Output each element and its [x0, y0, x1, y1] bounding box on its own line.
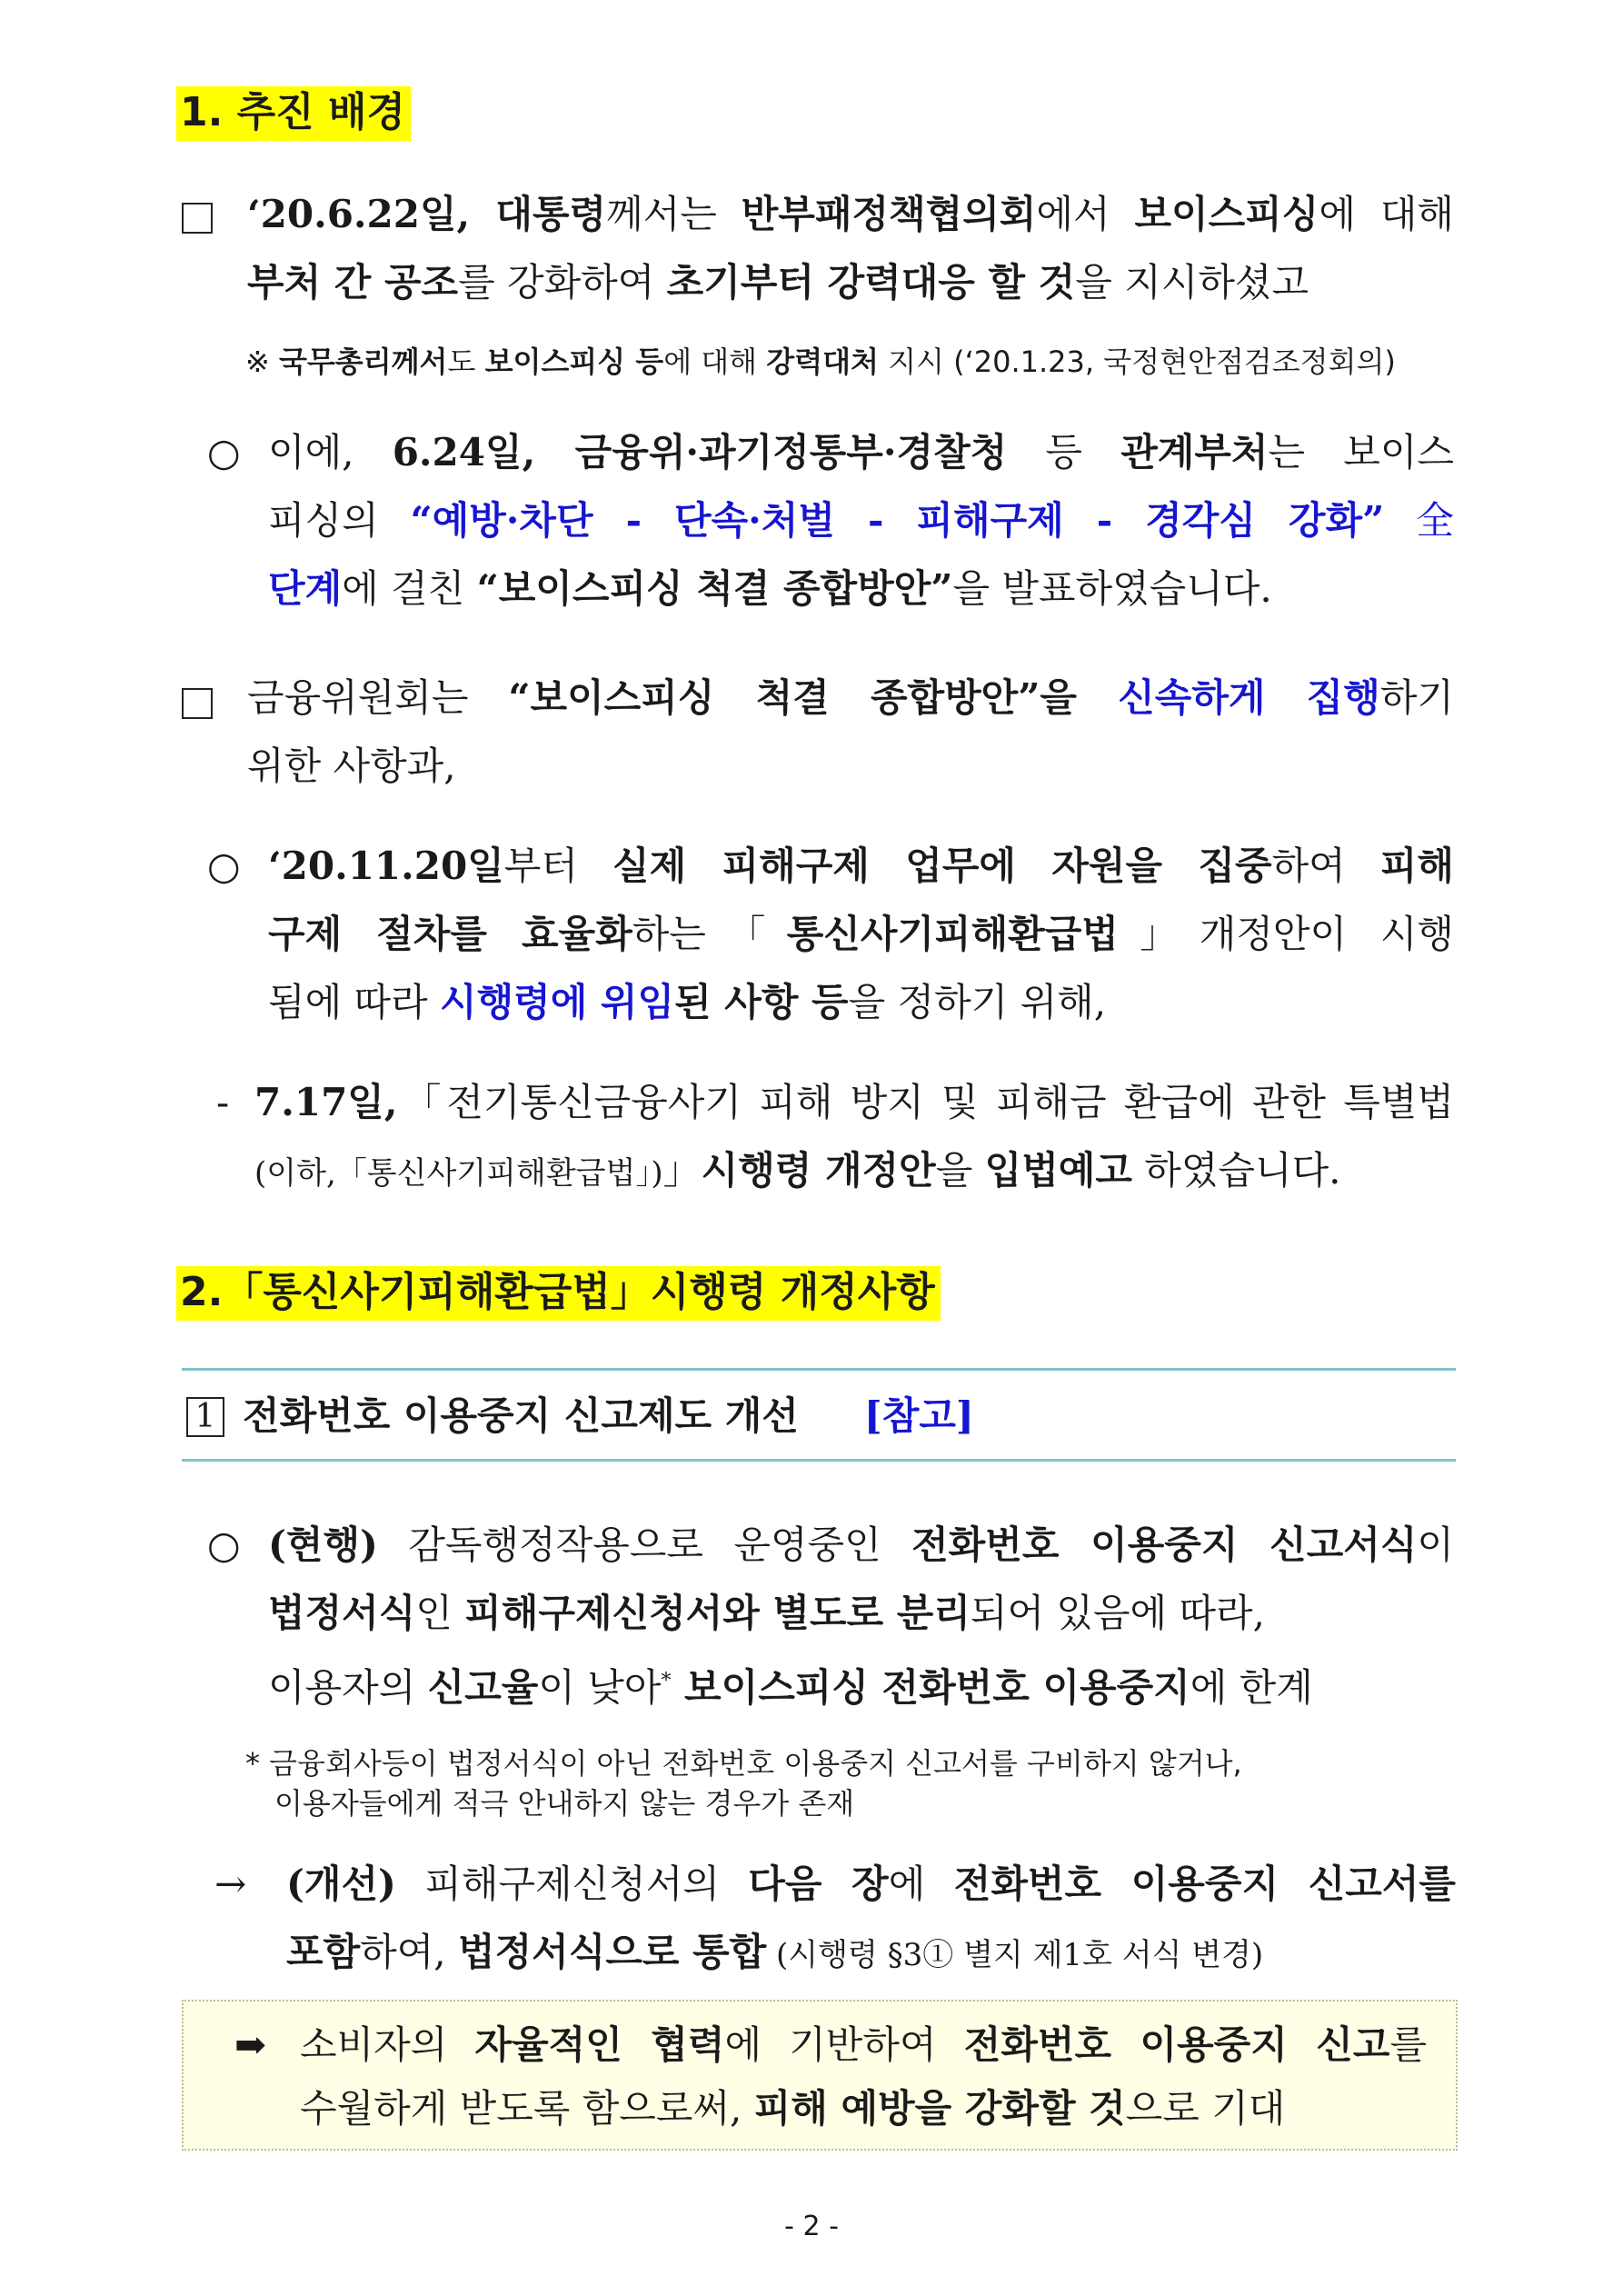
p5-line1: 7.17일,「전기통신금융사기 피해 방지 및 피해금 환급에 관한 특별법 — [254, 1080, 1454, 1124]
page-number: - 2 - — [784, 2211, 839, 2242]
p4-line2: 구제 절차를 효율화하는「통신사기피해환급법」개정안이 시행 — [268, 912, 1454, 956]
checkbox-bullet-2 — [182, 678, 213, 729]
p2-line1: 이에, 6.24일, 금융위·과기정통부·경찰청 등 관계부처는 보이스 — [268, 430, 1454, 474]
callout-line2: 수월하게 받도록 함으로써, 피해 예방을 강화할 것으로 기대 — [300, 2086, 1286, 2131]
circle-bullet-3: ○ — [207, 1522, 241, 1567]
s2-p2-line1: (개선) 피해구제신청서의 다음 장에 전화번호 이용중지 신고서를 — [286, 1862, 1457, 1906]
p1-note: ※ 국무총리께서도 보이스피싱 등에 대해 강력대처 지시 (‘20.1.23, 국정현안점검조정회의) — [245, 344, 1396, 379]
callout-arrow-icon: ➡ — [234, 2022, 267, 2067]
p5-line2: (이하,「통신사기피해환급법」)」시행령 개정안을 입법예고 하였습니다. — [254, 1148, 1341, 1193]
s2-p2-line2: 포함하여, 법정서식으로 통합 (시행령 §3① 별지 제1호 서식 변경) — [286, 1930, 1264, 1974]
section-2-title: 2.「통신사기피해환급법」시행령 개정사항 — [176, 1266, 941, 1321]
p3-line2: 위한 사항과, — [247, 744, 456, 788]
s2-p1-line1: (현행) 감독행정작용으로 운영중인 전화번호 이용중지 신고서식이 — [268, 1522, 1454, 1567]
s2-p1-line2: 법정서식인 피해구제신청서와 별도로 분리되어 있음에 따라, — [268, 1591, 1265, 1635]
p1-line1: ‘20.6.22일, 대통령께서는 반부패정책협의회에서 보이스피싱에 대해 — [247, 192, 1455, 236]
p2-line3: 단계에 걸친 “보이스피싱 척결 종합방안”을 발표하였습니다. — [268, 566, 1272, 611]
p4-line1: ‘20.11.20일부터 실제 피해구제 업무에 자원을 집중하여 피해 — [268, 844, 1455, 888]
callout-line1: 소비자의 자율적인 협력에 기반하여 전화번호 이용중지 신고를 — [300, 2022, 1428, 2067]
subsection-top-rule — [182, 1368, 1456, 1371]
p3-line1: 금융위원회는 “보이스피싱 척결 종합방안”을 신속하게 집행하기 — [247, 675, 1454, 720]
p2-line2: 피싱의 “예방·차단 - 단속·처벌 - 피해구제 - 경각심 강화” 全 — [268, 498, 1455, 543]
reference-tag: [참고] — [863, 1393, 974, 1438]
subsection-heading: 1 전화번호 이용중지 신고제도 개선 [참고] — [186, 1391, 974, 1442]
footnote-line1: * 금융회사등이 법정서식이 아닌 전화번호 이용중지 신고서를 구비하지 않거나, — [245, 1746, 1242, 1781]
dash-bullet: - — [216, 1080, 230, 1124]
s2-p1-line3: 이용자의 신고율이 낮아* 보이스피싱 전화번호 이용중지에 한계 — [268, 1665, 1313, 1710]
p1-line2: 부처 간 공조를 강화하여 초기부터 강력대응 할 것을 지시하셨고 — [247, 260, 1309, 304]
arrow-bullet: → — [214, 1862, 247, 1906]
circle-bullet-2: ○ — [207, 844, 241, 888]
footnote-line2: 이용자들에게 적극 안내하지 않는 경우가 존재 — [274, 1786, 855, 1821]
section-1-title: 1. 추진 배경 — [176, 86, 411, 141]
subsection-number: 1 — [186, 1397, 224, 1437]
checkbox-bullet — [182, 193, 213, 244]
p4-line3: 됨에 따라 시행령에 위임된 사항 등을 정하기 위해, — [268, 980, 1107, 1024]
subsection-bottom-rule — [182, 1459, 1456, 1462]
circle-bullet: ○ — [207, 430, 241, 474]
